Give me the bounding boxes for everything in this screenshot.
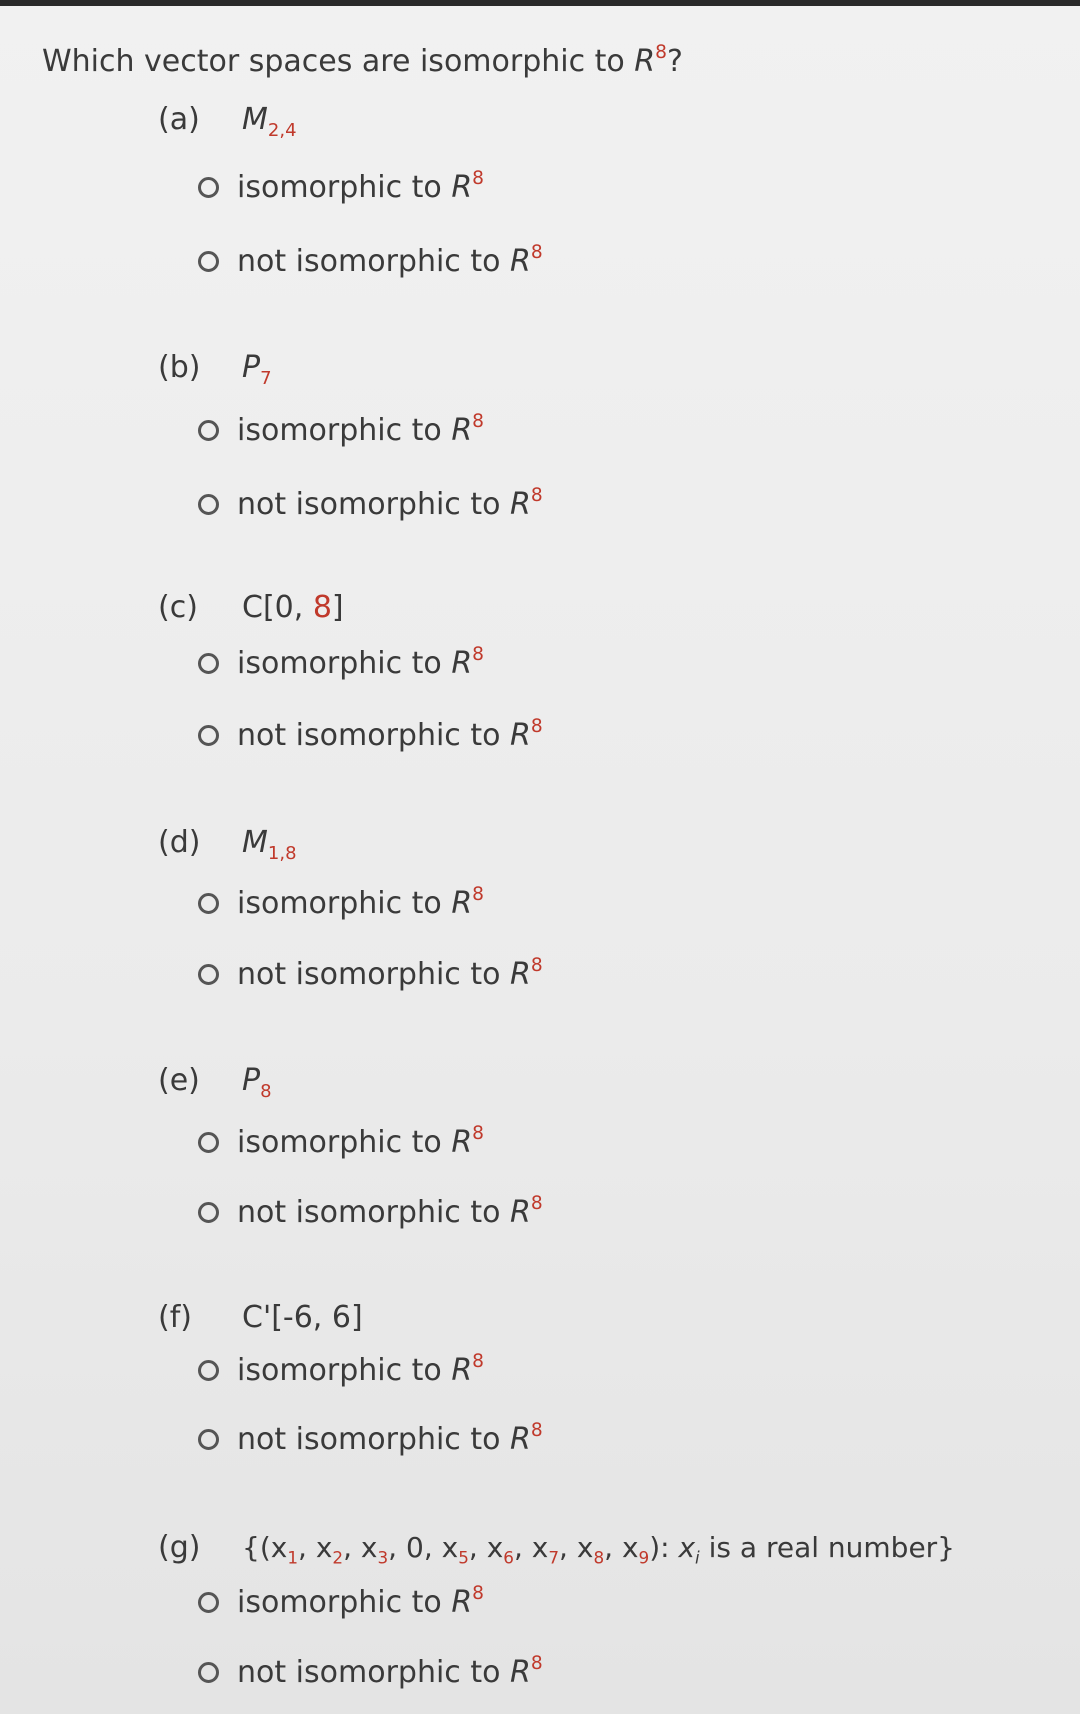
part-e (158, 1063, 272, 1102)
vector-space: {($x_1$, $x_2$, $x_3$, 0, $x_5$, $x_6$, $x_7$, $x_8$, $x_9$): $x_i$ is a real number} (242, 1531, 955, 1568)
radio-button[interactable] (198, 725, 219, 746)
option-g-isomorphic[interactable]: isomorphic to $R^8$ (198, 1585, 484, 1620)
option-d-isomorphic[interactable]: isomorphic to $R^8$ (198, 886, 484, 921)
option-a-not-isomorphic[interactable]: not isomorphic to $R^8$ (198, 244, 543, 279)
option-b-not-isomorphic[interactable]: not isomorphic to $R^8$ (198, 487, 543, 522)
part-g (158, 1530, 955, 1568)
option-f-not-isomorphic[interactable]: not isomorphic to $R^8$ (198, 1422, 543, 1457)
option-b-isomorphic[interactable]: isomorphic to $R^8$ (198, 413, 484, 448)
radio-button[interactable] (198, 653, 219, 674)
option-e-isomorphic[interactable]: isomorphic to $R^8$ (198, 1125, 484, 1160)
top-edge (0, 0, 1080, 6)
radio-button[interactable] (198, 1662, 219, 1683)
radio-button[interactable] (198, 1360, 219, 1381)
radio-button[interactable] (198, 420, 219, 441)
radio-button[interactable] (198, 1132, 219, 1153)
option-a-isomorphic[interactable]: isomorphic to $R^8$ (198, 170, 484, 205)
vector-space: $P_7$ (242, 350, 272, 389)
vector-space: $M_{2,4}$ (242, 102, 297, 141)
vector-space: C'[-6, 6] (242, 1300, 363, 1335)
radio-button[interactable] (198, 1429, 219, 1450)
question-text: Which vector spaces are isomorphic to $R^8$? (42, 42, 683, 79)
part-label: (a) (158, 102, 200, 137)
part-f (158, 1300, 363, 1335)
part-label: (b) (158, 350, 201, 385)
option-g-not-isomorphic[interactable]: not isomorphic to $R^8$ (198, 1655, 543, 1690)
option-e-not-isomorphic[interactable]: not isomorphic to $R^8$ (198, 1195, 543, 1230)
radio-button[interactable] (198, 494, 219, 515)
option-d-not-isomorphic[interactable]: not isomorphic to $R^8$ (198, 957, 543, 992)
radio-button[interactable] (198, 251, 219, 272)
radio-button[interactable] (198, 177, 219, 198)
option-c-isomorphic[interactable]: isomorphic to $R^8$ (198, 646, 484, 681)
part-d (158, 825, 297, 864)
part-a (158, 102, 297, 141)
part-label: (e) (158, 1063, 200, 1098)
part-label: (d) (158, 825, 201, 860)
vector-space: $M_{1,8}$ (242, 825, 297, 864)
part-label: (g) (158, 1530, 201, 1565)
part-label: (c) (158, 590, 198, 625)
radio-button[interactable] (198, 964, 219, 985)
vector-space: $P_8$ (242, 1063, 272, 1102)
part-label: (f) (158, 1300, 192, 1335)
option-c-not-isomorphic[interactable]: not isomorphic to $R^8$ (198, 718, 543, 753)
vector-space: C[0, 8] (242, 590, 344, 625)
radio-button[interactable] (198, 1202, 219, 1223)
radio-button[interactable] (198, 893, 219, 914)
option-f-isomorphic[interactable]: isomorphic to $R^8$ (198, 1353, 484, 1388)
radio-button[interactable] (198, 1592, 219, 1613)
part-b (158, 350, 272, 389)
part-c (158, 590, 344, 625)
